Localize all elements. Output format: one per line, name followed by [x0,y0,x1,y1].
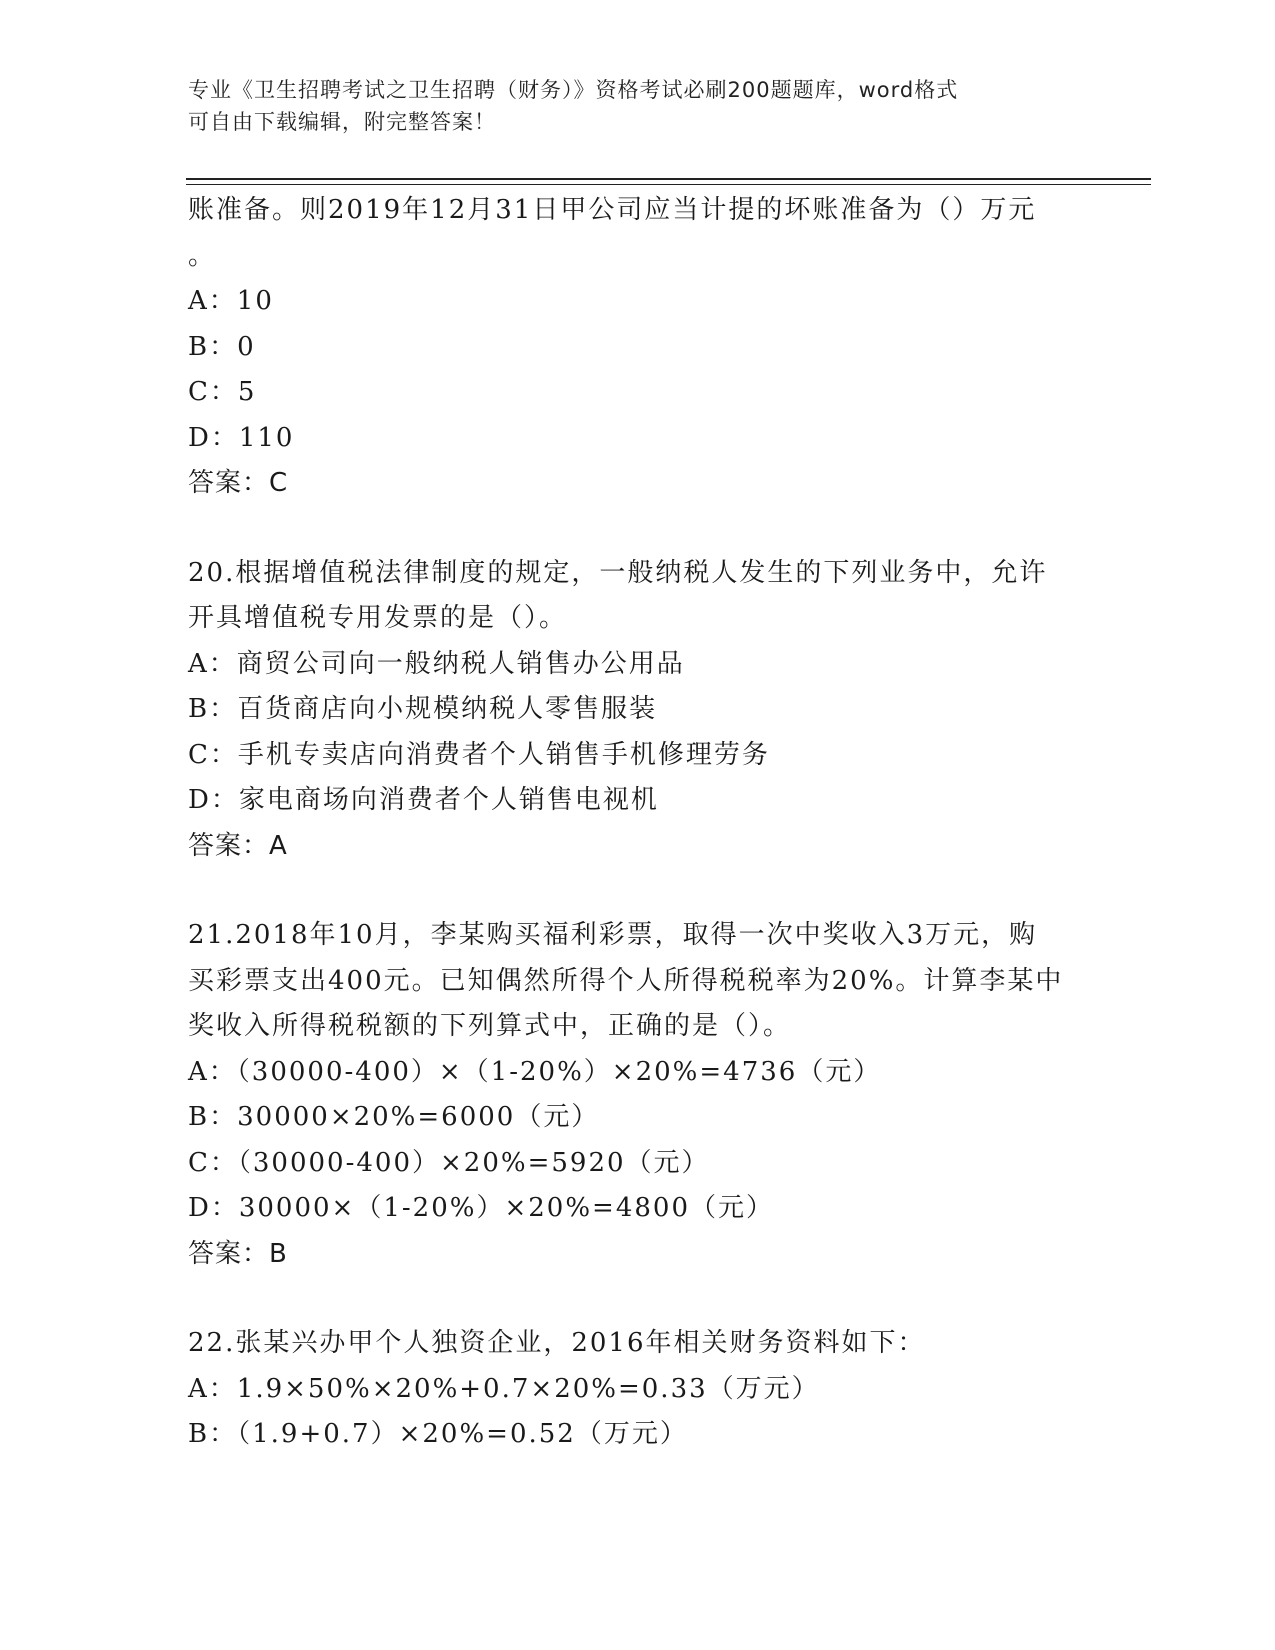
option-a: A：1.9×50%×20%+0.7×20%=0.33（万元） [188,1373,820,1404]
answer-line: 答案：C [188,468,289,498]
question-stem-line: 买彩票支出400元。已知偶然所得个人所得税税率为20%。计算李某中 [188,965,1064,996]
option-c: C：5 [188,377,257,407]
option-c: C：手机专卖店向消费者个人销售手机修理劳务 [188,739,770,770]
option-a: A：商贸公司向一般纳税人销售办公用品 [188,648,685,679]
question-stem-line: 22.张某兴办甲个人独资企业，2016年相关财务资料如下： [188,1328,926,1358]
header-divider-thin [186,184,1151,185]
option-b: B：百货商店向小规模纳税人零售服装 [188,694,658,724]
question-stem-line: 20.根据增值税法律制度的规定，一般纳税人发生的下列业务中，允许 [188,557,1048,588]
option-b: B：0 [188,331,256,362]
option-c: C：（30000-400）×20%=5920（元） [188,1147,710,1178]
header-line-1: 专业《卫生招聘考试之卫生招聘（财务）》资格考试必刷200题题库，word格式 [188,78,959,102]
page-header [188,74,1088,138]
question-stem-line: 。 [188,240,217,271]
document-body [188,188,1088,1458]
header-divider-thick [186,178,1151,180]
option-d: D：110 [188,422,295,453]
question-stem-line: 21.2018年10月，李某购买福利彩票，取得一次中奖收入3万元，购 [188,920,1038,950]
option-b: B：30000×20%=6000（元） [188,1102,600,1132]
question-21 [188,913,1088,1277]
question-22 [188,1321,1088,1458]
option-d: D：家电商场向消费者个人销售电视机 [188,785,659,815]
option-d: D：30000×（1-20%）×20%=4800（元） [188,1193,774,1223]
question-19-continuation [188,188,1088,507]
question-stem-line: 开具增值税专用发票的是（）。 [188,603,568,633]
header-line-2: 可自由下载编辑，附完整答案！ [188,110,496,134]
option-a: A：10 [188,286,274,316]
option-b: B：（1.9+0.7）×20%=0.52（万元） [188,1419,688,1449]
question-20 [188,551,1088,870]
option-a: A：（30000-400）×（1-20%）×20%=4736（元） [188,1056,882,1087]
question-stem-line: 账准备。则2019年12月31日甲公司应当计提的坏账准备为（）万元 [188,195,1037,225]
answer-line: 答案：B [188,1238,288,1269]
answer-line: 答案：A [188,830,288,861]
question-stem-line: 奖收入所得税税额的下列算式中，正确的是（）。 [188,1011,792,1041]
